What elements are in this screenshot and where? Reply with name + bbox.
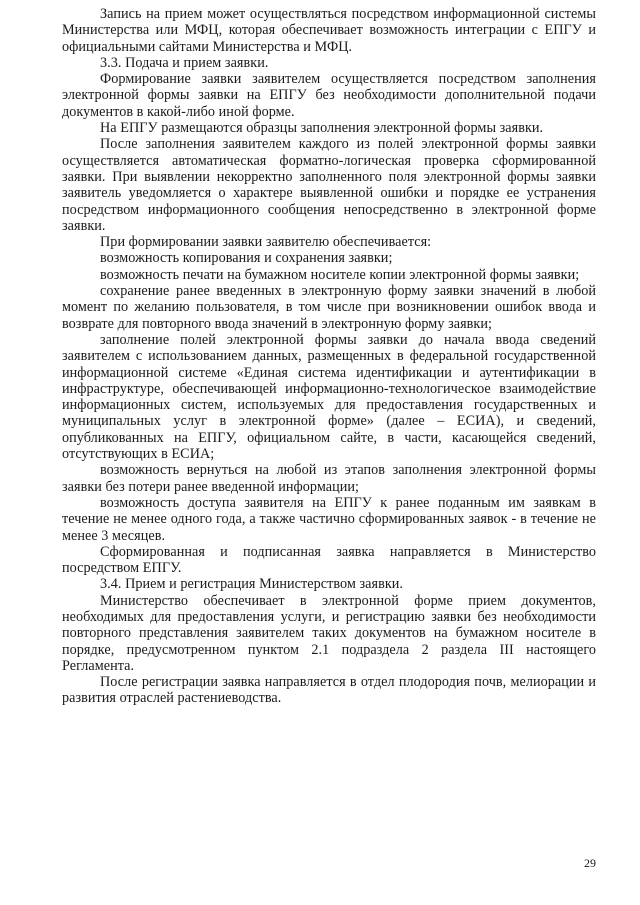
list-item: возможность доступа заявителя на ЕПГУ к ранее поданным им заявкам в течение не менее одного года, а также частично сформированных заявок - в течение не менее 3 месяцев.	[62, 494, 596, 544]
section-heading-3-3: 3.3. Подача и прием заявки.	[100, 54, 269, 71]
document-body	[62, 6, 596, 707]
list-item: возможность вернуться на любой из этапов заполнения электронной формы заявки без потери ранее введенной информации;	[62, 462, 596, 495]
paragraph: Сформированная и подписанная заявка направляется в Министерство посредством ЕПГУ.	[62, 543, 596, 577]
list-item: возможность печати на бумажном носителе копии электронной формы заявки;	[100, 266, 580, 283]
paragraph: После заполнения заявителем каждого из полей электронной формы заявки осуществляется автоматическая форматно-логическая проверка сформированной заявки. При выявлении некорректно заполненного поля электронной формы заявки заявитель уведомляется о характере выявленной ошибки и порядке ее устранения посредством информационного сообщения непосредственно в электронной форме заявки.	[62, 136, 596, 234]
list-item: возможность копирования и сохранения заявки;	[100, 250, 393, 267]
paragraph: Запись на прием может осуществляться посредством информационной системы Министерства или МФЦ, которая обеспечивает возможность интеграции с ЕПГУ и официальными сайтами Министерства и МФЦ.	[62, 6, 596, 55]
section-heading-3-4: 3.4. Прием и регистрация Министерством заявки.	[100, 576, 404, 593]
list-item: заполнение полей электронной формы заявки до начала ввода сведений заявителем с использованием данных, размещенных в федеральной государственной информационной системе «Единая система идентификации и аутентификации в инфраструктуре, обеспечивающей информационно-технологическое взаимодействие информационных систем, используемых для предоставления государственных и муниципальных услуг в электронной форме» (далее – ЕСИА), и сведений, опубликованных на ЕПГУ, официальном сайте, в части, касающейся сведений, отсутствующих в ЕСИА;	[62, 331, 596, 463]
list-item: сохранение ранее введенных в электронную форму заявки значений в любой момент по желанию пользователя, в том числе при возникновении ошибок ввода и возврате для повторного ввода значений в электронную форму заявки;	[62, 283, 596, 332]
paragraph: После регистрации заявка направляется в отдел плодородия почв, мелиорации и развития отраслей растениеводства.	[62, 674, 596, 707]
paragraph: На ЕПГУ размещаются образцы заполнения электронной формы заявки.	[100, 120, 544, 137]
paragraph: Формирование заявки заявителем осуществляется посредством заполнения электронной формы заявки на ЕПГУ без необходимости дополнительной подачи документов в какой-либо иной форме.	[62, 71, 596, 120]
paragraph: Министерство обеспечивает в электронной форме прием документов, необходимых для предоставления услуги, и регистрацию заявки без необходимости повторного представления заявителем таких документов на бумажном носителе в порядке, предусмотренном пунктом 2.1 подраздела 2 раздела III настоящего Регламента.	[62, 592, 596, 674]
paragraph: При формировании заявки заявителю обеспечивается:	[100, 234, 432, 251]
page-number: 29	[584, 856, 596, 870]
